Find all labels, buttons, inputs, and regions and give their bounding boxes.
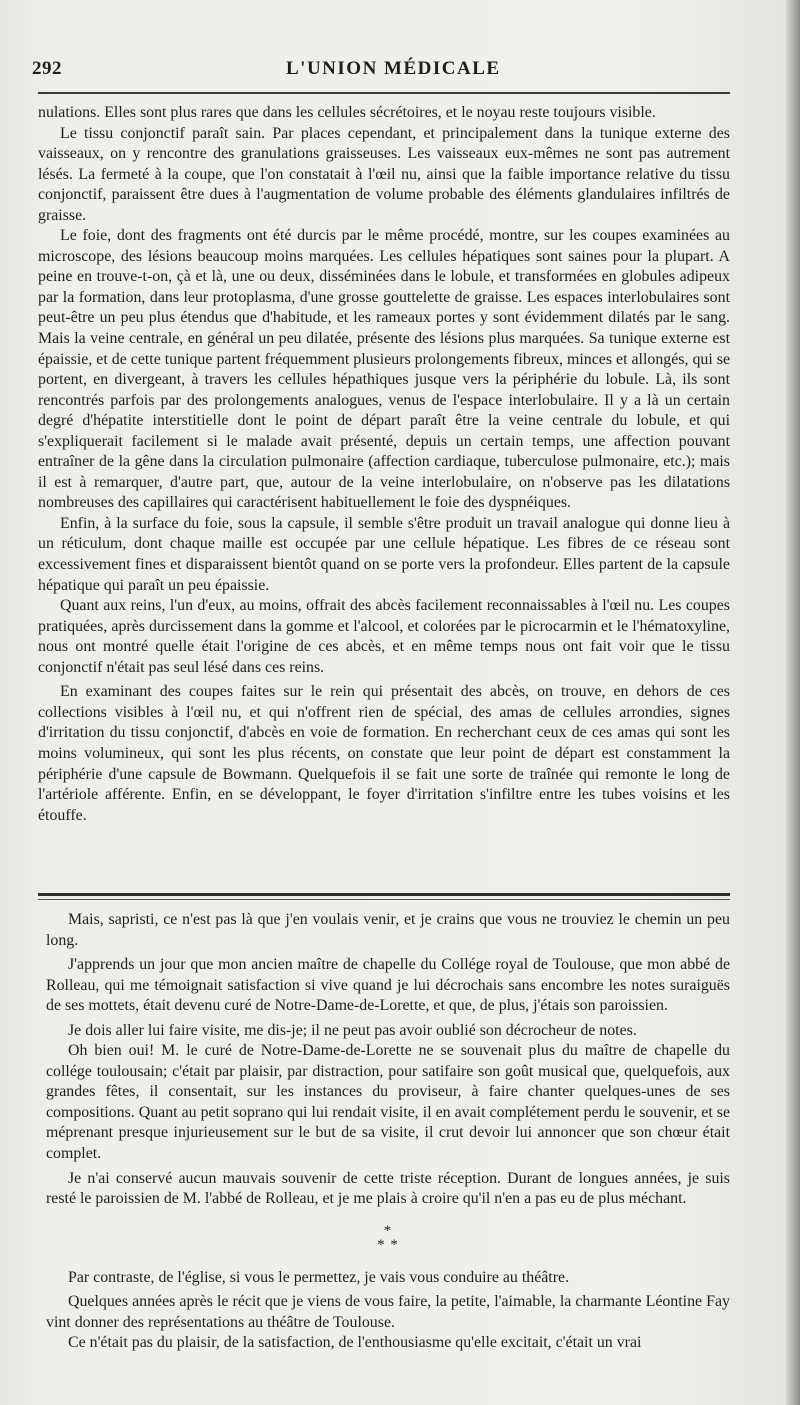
feuilleton-separator-rule-thin <box>38 899 730 900</box>
paragraph: Le foie, dont des fragments ont été durcis par le même procédé, montre, sur les coupes examinées au microscope, des lésions beaucoup moins marquées. Les cellules hépatiques sont saines pour la plupart. A peine en trouve-t-on, çà et là, une ou deux, disséminées dans le lobule, et transformées en globules adipeux par la formation, dans leur protoplasma, d'une grosse gouttelette de graisse. Les espaces interlobulaires sont peut-être un peu plus étendus que d'habitude, et les rameaux portes y sont évidemment dilatés par le sang. Mais la veine centrale, en général un peu dilatée, présente des lésions plus marquées. Sa tunique externe est épaissie, et de cette tunique partent fréquemment plusieurs prolongements fibreux, minces et allongés, qui se portent, en divergeant, à travers les cellules hépathiques jusque vers la périphérie du lobule. Là, ils sont rencontrés parfois par des prolongements analogues, venus de l'espace interlobulaire. Il y a là un certain degré d'hépatite interstitielle dont le point de départ paraît être la veine centrale du lobule, et qui s'expliquerait facilement si le malade avait présenté, depuis un certain temps, une affection pouvant entraîner de la gêne dans la circulation pulmonaire (affection cardiaque, tuberculose pulmonaire, etc.); mais il est à remarquer, d'autre part, que, autour de la veine interlobulaire, on n'observe pas les dilatations nombreuses des capillaires qui caractérisent habituellement le foie des dyspnéiques. <box>38 227 730 512</box>
header-rule <box>38 92 730 94</box>
paragraph: Quelques années après le récit que je viens de vous faire, la petite, l'aimable, la charmante Léontine Fay vint donner des représentations au théâtre de Toulouse. <box>46 1293 730 1331</box>
paragraph: Je n'ai conservé aucun mauvais souvenir de cette triste réception. Durant de longues années, je suis resté le paroissien de M. l'abbé de Rolleau, et je me plais à croire qu'il n'en a pas eu de plus méchant. <box>46 1169 730 1208</box>
asterism-top: * <box>383 1222 393 1239</box>
book-spine-shadow <box>786 0 800 1405</box>
paragraph: Quant aux reins, l'un d'eux, au moins, offrait des abcès facilement reconnaissables à l'œil nu. Les coupes pratiquées, après durcissement dans la gomme et l'alcool, et colorées par le picrocarmin et le l'hématoxyline, nous ont montré quelle était l'origine de ces abcès, et en même temps nous ont fait voir que le tissu conjonctif n'était pas seul lésé dans ces reins. <box>38 597 730 676</box>
paragraph: Par contraste, de l'église, si vous le permettez, je vais vous conduire au théâtre. <box>68 1268 570 1286</box>
paragraph: J'apprends un jour que mon ancien maître de chapelle du Collége royal de Toulouse, que mon abbé de Rolleau, qui me témoignait satisfaction si vive quand je lui décrochais sans encombre les notes suraiguës de ses mottets, était devenu curé de Notre-Dame-de-Lorette, et que, de plus, j'étais son paroissien. <box>46 956 730 1015</box>
paragraph: Je dois aller lui faire visite, me dis-je; il ne peut pas avoir oublié son décrocheur de notes. <box>68 1021 637 1039</box>
asterism-divider <box>46 1224 730 1252</box>
feuilleton-separator-rule <box>38 893 730 896</box>
paragraph: Enfin, à la surface du foie, sous la capsule, il semble s'être produit un travail analogue qui donne lieu à un réticulum, dont chaque maille est occupée par une cellule hépatique. Les fibres de ce réseau sont excessivement fines et disparaissent bientôt quand on se porte vers la profondeur. Elles partent de la capsule hépatique qui paraît un peu épaissie. <box>38 514 730 594</box>
running-title: L'UNION MÉDICALE <box>286 58 501 79</box>
page-header <box>32 58 732 86</box>
paragraph: Oh bien oui! M. le curé de Notre-Dame-de-Lorette ne se souvenait plus du maître de chapelle du collége toulousain; c'était par plaisir, par distraction, pour satifaire son goût musical que, quelquefois, aux grandes fêtes, il consentait, sur les instances du proviseur, à faire chanter quelques-unes de ses compositions. Quant au petit soprano qui lui rendait visite, il en avait complétement perdu le souvenir, et se méprenant presque injurieusement sur le but de sa visite, il crut devoir lui annoncer que son chœur était complet. <box>46 1042 730 1163</box>
paragraph: Le tissu conjonctif paraît sain. Par places cependant, et principalement dans la tunique externe des vaisseaux, on y rencontre des granulations graisseuses. Les vaisseaux eux-mêmes ne sont pas autrement lésés. La fermeté à la coupe, que l'on constatait à l'œil nu, ainsi que la faible importance relative du tissu conjonctif, paraissent être dues à l'augmentation de volume probable des éléments glandulaires infiltrés de graisse. <box>38 124 730 224</box>
paragraph: En examinant des coupes faites sur le rein qui présentait des abcès, on trouve, en dehors de ces collections visibles à l'œil nu, et qui n'offrent rien de spécial, des amas de cellules arrondies, signes d'irritation du tissu conjonctif, d'abcès en voie de formation. En recherchant ceux de ces amas qui sont les moins volumineux, qui sont les plus récents, on constate que leur point de départ est constamment la périphérie d'une capsule de Bowmann. Quelquefois il se fait une sorte de traînée qui remonte le long de l'artériole afférente. Enfin, en se développant, le foyer d'irritation s'infiltre entre les tubes voisins et les étouffe. <box>38 683 730 824</box>
page-number: 292 <box>32 58 62 79</box>
paragraph: Ce n'était pas du plaisir, de la satisfaction, de l'enthousiasme qu'elle excitait, c'était un vrai <box>68 1334 642 1352</box>
paragraph: Mais, sapristi, ce n'est pas là que j'en voulais venir, et je crains que vous ne trouviez le chemin un peu long. <box>46 911 730 949</box>
asterism-bottom: * * <box>377 1236 399 1253</box>
main-article <box>38 103 730 826</box>
feuilleton-section <box>46 910 730 1354</box>
paragraph: nulations. Elles sont plus rares que dans les cellules sécrétoires, et le noyau reste toujours visible. <box>38 104 656 121</box>
